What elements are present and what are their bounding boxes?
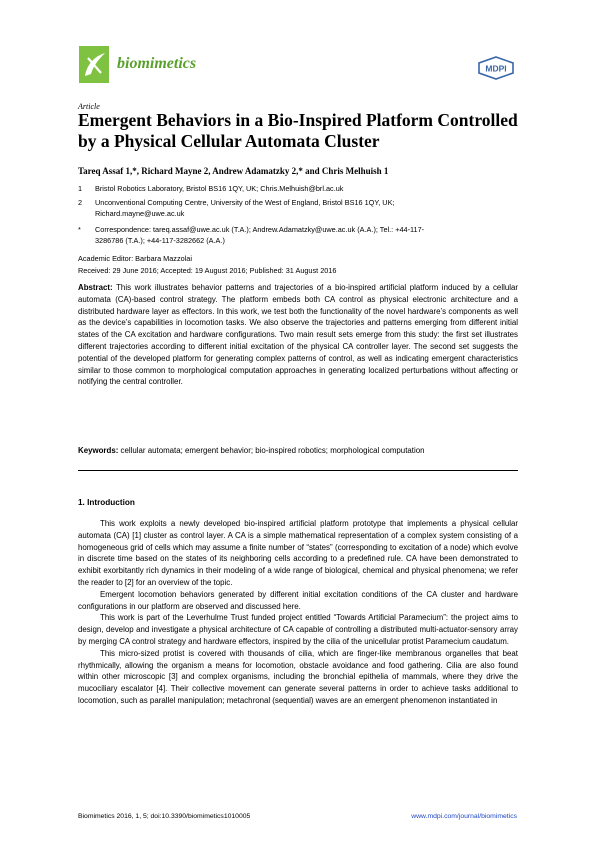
keywords-label: Keywords: [78,446,119,455]
section-heading: 1. Introduction [78,498,135,507]
journal-name: biomimetics [117,55,197,72]
paragraph: This work exploits a newly developed bio-inspired artificial platform prototype that implements a physical cellular automata (CA) [1] cluster as control layer. A CA is a simple mathematical representation of a complex system consisting of a homogeneous grid of cells which may assume a finite number of “states” (corresponding to excitation of a node) which evolve in discrete time based on the states of its neighboring cells according to a predefined rule. CA have been demonstrated to exhibit exorbitantly rich dynamics in their modeling of a wide range of biological, chemical and physical phenomena; we refer the reader to [2] for an overview of the topic. [78,519,518,587]
publication-dates: Received: 29 June 2016; Accepted: 19 August 2016; Published: 31 August 2016 [78,266,337,275]
paper-title: Emergent Behaviors in a Bio-Inspired Platform Controlled by a Physical Cellular Automata Cluster [78,110,518,151]
citation-footer: Biomimetics 2016, 1, 5; doi:10.3390/biomimetics1010005 [78,813,251,820]
article-type: Article [78,102,100,111]
author-list: Tareq Assaf 1,*, Richard Mayne 2, Andrew Adamatzky 2,* and Chris Melhuish 1 [78,166,389,176]
keywords [78,446,518,455]
paragraph: This work is part of the Leverhulme Trust funded project entitled “Towards Artificial Paramecium”: the project aims to design, develop and investigate a physical architecture of CA capable of controlling a distributed multi-actuator-sensory array by merging CA control strategy and hardware effectors, inspired by the cilia of the unicellular protist Paramecium caudatum. [78,613,518,646]
divider [78,470,518,471]
leaf-icon [79,46,109,83]
affiliation-1: 1 Bristol Robotics Laboratory, Bristol BS16 1QY, UK; Chris.Melhuish@brl.ac.uk [78,184,344,193]
body-text [78,518,518,707]
affiliation-2: 2 Unconventional Computing Centre, University of the West of England, Bristol BS16 1QY, UK; Richard.mayne@uwe.ac.uk [78,198,395,218]
abstract [78,282,518,388]
abstract-text: This work illustrates behavior patterns and trajectories of a bio-inspired artificial platform induced by a cellular automata (CA)-based control strategy. The platform embeds both CA control as physical electronic architecture and a distributed hardware layer as effectors. In this work, we test both the functionality of the novel hardware’s components as well as the device’s capabilities in locomotion tasks. We also observe the trajectories and patterns emerging from different initial states of the CA excitation and hardware configurations. Two main result sets emerge from this study: the first set illustrates different trajectories according to different initial excitation of the physical CA controller layer. The second set suggests the potential of the developed platform for generating complex patterns of control, as well as indicating emergent characteristics similar to those common to morphological computation approaches in generating localized perturbations without affecting or notifying the central controller. [78,283,518,387]
correspondence: * Correspondence: tareq.assaf@uwe.ac.uk (T.A.); Andrew.Adamatzky@uwe.ac.uk (A.A.); Tel.: +44-117-3286786 (T.A.); +44-117-3282662 (A.A.) [78,225,425,245]
abstract-label: Abstract: [78,283,113,292]
mdpi-logo [476,56,516,80]
publisher-name: MDPI [485,63,507,74]
keywords-text: cellular automata; emergent behavior; bio-inspired robotics; morphological computation [120,446,425,455]
paragraph: This micro-sized protist is covered with thousands of cilia, which are finger-like membranous organelles that beat rhythmically, allowing the organism a means for locomotion, obstacle avoidance and food gathering. Cilia are also found within other microscopic [3] and complex organisms, including the bronchial epithelia of mammals, where they drive the mucociliary escalator [4]. Their collective movement can generate several patterns in order to achieve tasks additional to locomotion, such as parallel manipulation; metachronal (sequential) waves are an emergent phenomenon instantiated in [78,648,518,705]
journal-logo [79,46,109,83]
paragraph: Emergent locomotion behaviors generated by different initial excitation conditions of the CA cluster and hardware configurations in our platform are observed and discussed here. [78,589,518,611]
journal-url[interactable]: www.mdpi.com/journal/biomimetics [411,813,517,820]
academic-editor: Academic Editor: Barbara Mazzolai [78,254,192,263]
